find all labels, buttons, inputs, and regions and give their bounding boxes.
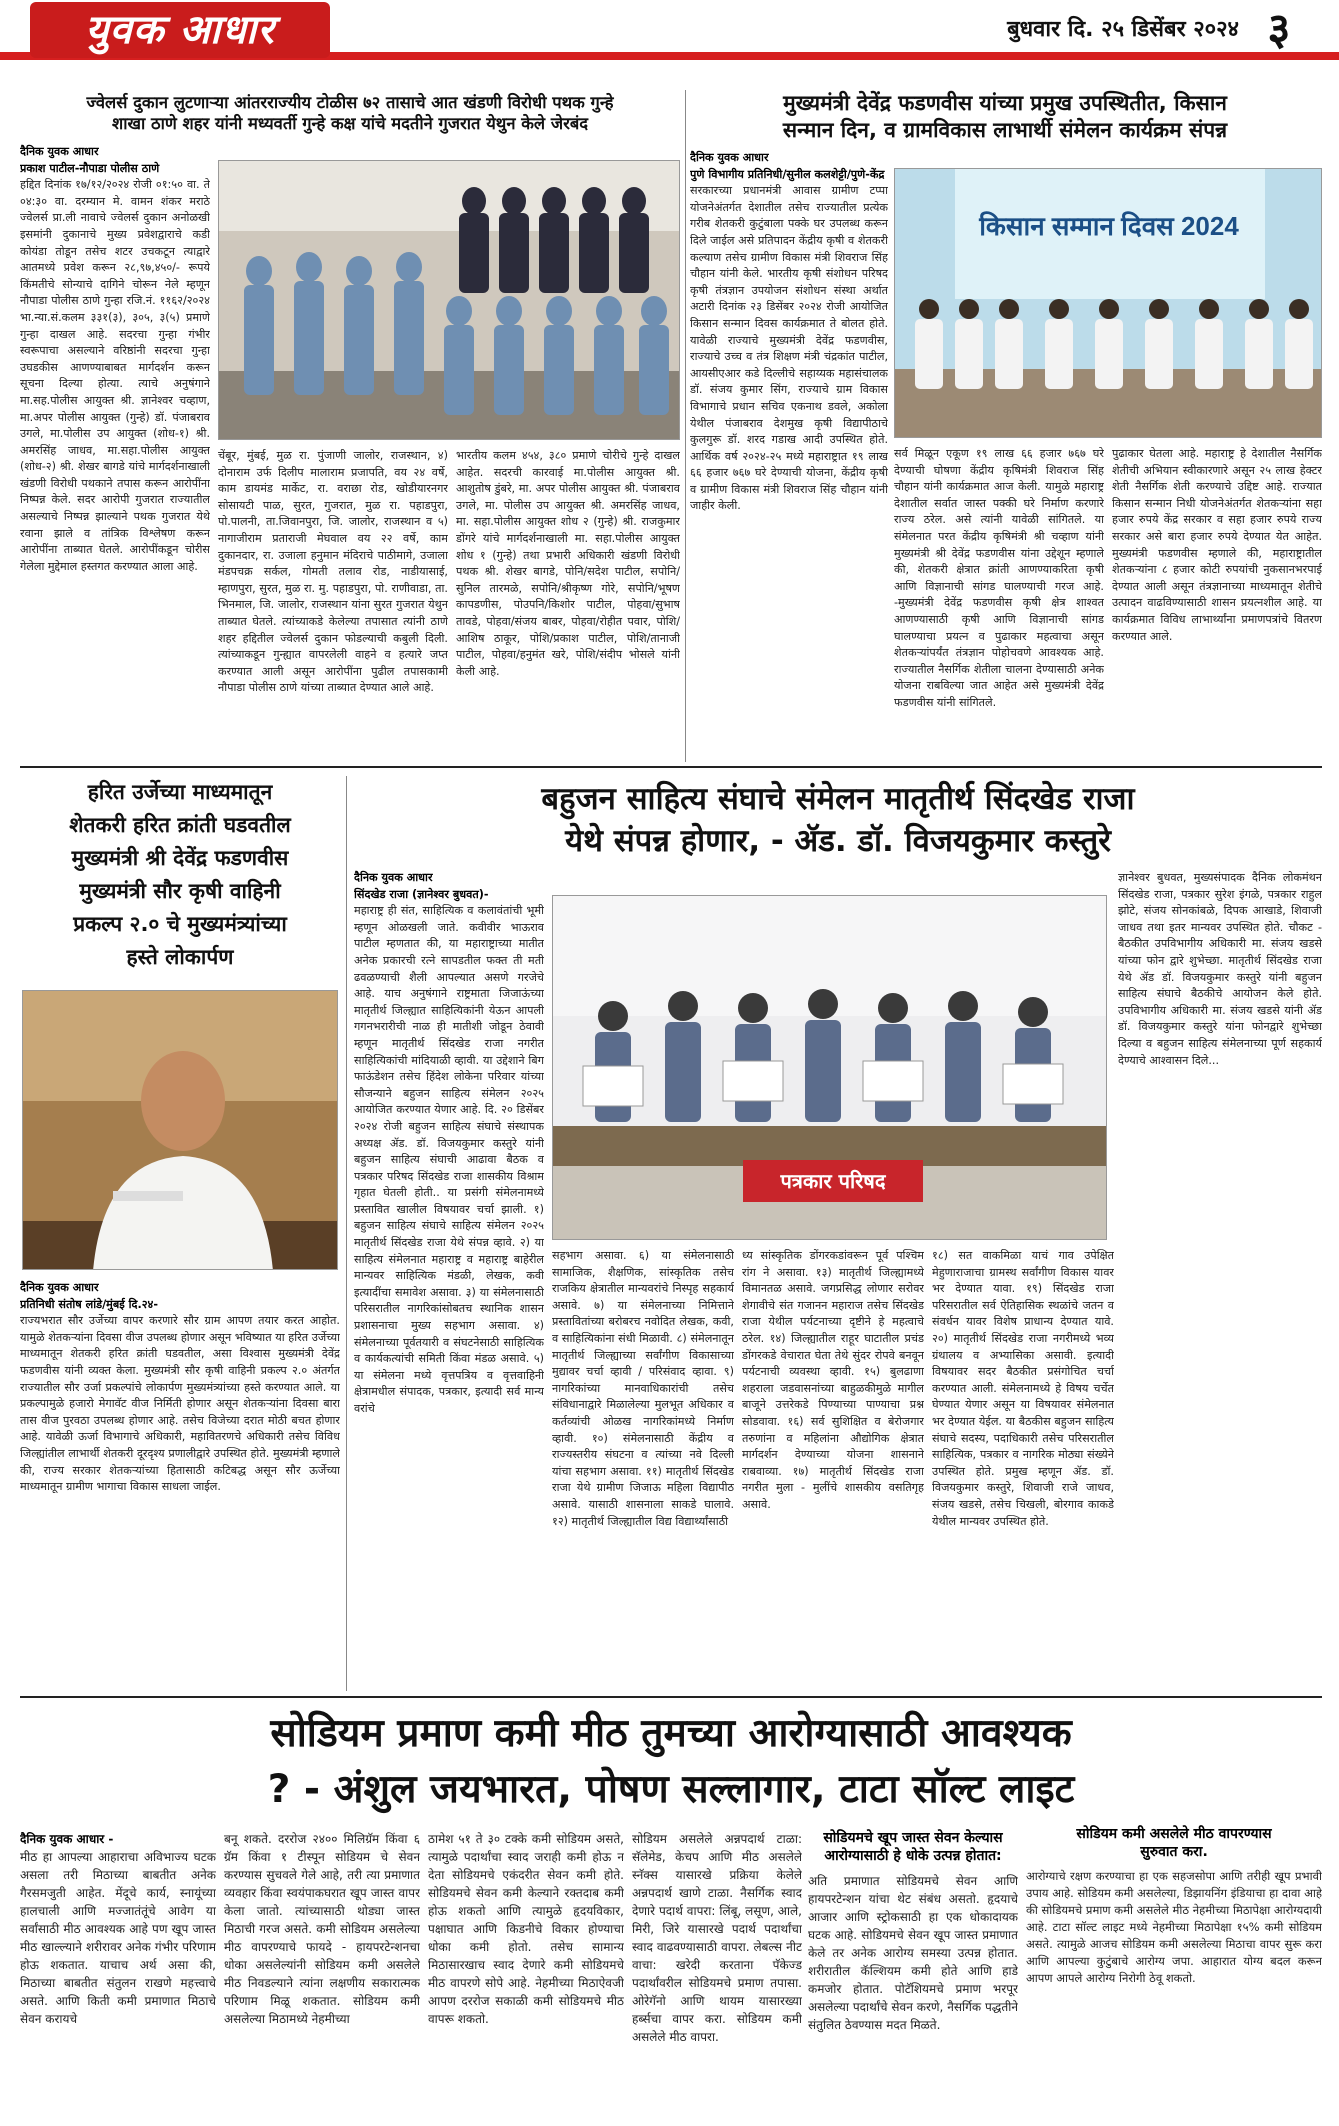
story3-headline: हरित उर्जेच्या माध्यमातून शेतकरी हरित क्रांती घडवतील मुख्यमंत्री श्री देवेंद्र फडणवीस मुख्यमंत्री सौर कृषी वाहिनी प्रकल्प २.० चे मुख्यमंत्र्यांच्या हस्ते लोकार्पण — [69, 780, 291, 969]
story1-headline: ज्वेलर्स दुकान लुटणाऱ्या आंतरराज्यीय टोळीस ७२ तासाचे आत खंडणी विरोधी पथक गुन्हे शाखा ठाणे शहर यांनी मध्यवर्ती गुन्हे कक्ष यांचे मदतीने गुजरात येथुन केले जेरबंद — [86, 93, 614, 134]
newspaper-logo: युवक आधार — [30, 2, 330, 58]
story1-col2: चेंबूर, मुंबई, मुळ रा. पुंजाणी जालोर, राजस्थान, ४) दोनाराम उर्फ दिलीप मालाराम प्रजापति, वय २४ वर्षे, काम डायमंड मार्केट, रा. वराछा रोड, खोडीयारनगर सोसायटी पाळ, सुरत, गुजरात, मुळ रा. पहाडपुरा, पो.पालनी, ता.जिवानपुरा, जि. जालोर, राजस्थान व ५) नागाजीराम प्रताराजी मेघवाल वय २२ वर्षे, काम दुकानदार, रा. उजाला हनुमान मंदिराचे पाठीमागे, उजाला मंडपचक्र सर्कल, गोमती तलाव रोड, नाडीयासाई, म्हाणपुरा, सुरत, मुळ रा. मु. पहाडपुरा, पो. राणीवाडा, ता. भिनमाल, जि. जालोर, राजस्थान यांना सुरत गुजरात येथुन ताब्यात घेतले. त्यांच्याकडे केलेल्या तपासात त्यांनी ठाणे शहर हद्दितील ज्वेलर्स दुकान फोडल्याची कबुली दिली. त्यांच्याकडून गुन्ह्यात वापरलेली वाहने व हत्यारे जप्त करण्यात आली असून आरोपींना पुढील तपासकामी नौपाडा पोलीस ठाणे यांच्या ताब्यात देण्यात आले आहे. — [218, 449, 448, 695]
story4-headline: बहुजन साहित्य संघाचे संमेलन मातृतीर्थ सिंदखेड राजा येथे संपन्न होणार, - ॲड. डॉ. विजयकुमार कस्तुरे — [541, 781, 1135, 859]
column-divider — [685, 90, 686, 762]
story5-col2: बनू शकते. दररोज २४०० मिलिग्रॅम किंवा ६ ग्रॅम किंवा १ टीस्पून सोडियम चे सेवन करण्यास सुचवले गेले आहे, तरी त्या प्रमाणात व्यवहार किंवा स्वयंपाकघरात खूप जास्त वापर केला जातो. त्यांच्यासाठी थोड्या जास्त मिठाची गरज असते. कमी सोडियम असलेल्या मीठ वापरण्याचे फायदे - हायपरटेन्शनचा धोका असलेल्यांनी सोडियम कमी असलेले मीठ निवडल्याने त्यांना लक्षणीय सकारात्मक परिणाम मिळू शकतात. सोडियम कमी असलेल्या मिठामध्ये नेहमीच्या — [224, 1832, 420, 2026]
story4-col5: ज्ञानेश्वर बुधवत, मुख्यसंपादक दैनिक लोकमंथन सिंदखेड राजा, पत्रकार सुरेश इंगळे, पत्रकार राहुल झोटे, संजय सोनकांबळे, दिपक आखाडे, शिवाजी जाधव तथा इतर मान्यवर उपस्थित होते. चौकट - बैठकीत उपविभागीय अधिकारी मा. संजय खडसे यांच्या फोन द्वारे शुभेच्छा. मातृतीर्थ सिंदखेड राजा येथे ॲड डॉ. विजयकुमार कस्तुरे यांनी बहुजन साहित्य संघाचे बैठकीचे आयोजन केले होते. उपविभागीय अधिकारी मा. संजय खडसे यांनी ॲड डॉ. विजयकुमार कस्तुरे यांना फोनद्वारे शुभेच्छा दिल्या व बहुजन साहित्य संमेलनाच्या पूर्ण सहकार्य देण्याचे आश्वासन दिले... — [1118, 871, 1322, 1067]
story4-col4: १८) सत वाकमिळा याचं गाव उपेक्षित मेहुणाराजाचा ग्रामस्थ सर्वांगीण विकास यावर भर देण्यात यावा. १९) सिंदखेड राजा परिसरातील सर्व ऐतिहासिक स्थळांचे जतन व संवर्धन यावर विशेष प्राधान्य देण्यात यावे. २०) मातृतीर्थ सिंदखेड राजा नगरीमध्ये भव्य ग्रंथालय व अभ्यासिका असावी. इत्यादी विषयावर सदर बैठकीत प्रसंगोचित चर्चा करण्यात आली. संमेलनामध्ये हे विषय चर्चेत घेण्यात येणार असून या विषयावर संमेलनात भर देण्यात येईल. या बैठकीस बहुजन साहित्य संघाचे सदस्य, पदाधिकारी तसेच परिसरातील साहित्यिक, पत्रकार व नागरिक मोठ्या संख्येने उपस्थित होते. प्रमुख म्हणून ॲड. डॉ. विजयकुमार कस्तुरे, शिवाजी राजे जाधव, संजय खडसे, तसेच चिखली, बोरगाव काकडे येथील मान्यवर उपस्थित होते. — [932, 1249, 1114, 1528]
column-divider — [346, 776, 347, 1691]
section-rule-2 — [20, 1696, 1322, 1698]
story1-col3: भारतीय कलम ४५४, ३८० प्रमाणे चोरीचे गुन्हे दाखल आहेत. सदरची कारवाई मा.पोलीस आयुक्त श्री. आशुतोष डुंबरे, मा. अपर पोलीस आयुक्त श्री. पंजाबराव उगले, मा. पोलीस उप आयुक्त श्री. अमरसिंह जाधव, मा. सहा.पोलीस आयुक्त शोध २ (गुन्हे) श्री. राजकुमार डोंगरे यांचे मार्गदर्शनाखाली मा. सहा.पोलीस आयुक्त शोध १ (गुन्हे) तथा प्रभारी अधिकारी खंडणी विरोधी पथक श्री. शेखर बागडे, पोनि/सदेश पाटील, सपोनि/सुनिल तारमळे, सपोनि/श्रीकृष्ण गोरे, सपोनि/भूषण कापडणीस, पोउपनि/किशोर पाटील, पोहवा/सुभाष तावडे, पोहवा/संजय बाबर, पोहवा/रोहीत पवार, पोशि/आशिष ठाकूर, पोशि/प्रकाश पाटील, पोशि/तानाजी पाटील, पोहवा/हनुमंत खरे, पोशि/संदीप भोसले यांनी केली आहे. — [456, 449, 680, 678]
story5-box2-title: सोडियम कमी असलेले मीठ वापरण्यास सुरुवात करा. — [1076, 1826, 1272, 1860]
issue-date: बुधवार दि. २५ डिसेंबर २०२४ — [1007, 17, 1239, 42]
story2-col1: दैनिक युवक आधार पुणे विभागीय प्रतिनिधी/सुनील कलशेट्टी/पुणे-केंद्र सरकारच्या प्रधानमंत्री आवास ग्रामीण टप्पा योजनेअंतर्गत देशातील तसेच राज्यातील प्रत्येक गरीब शेतकरी कुटुंबाला पक्के घर उपलब्ध करून दिले जाईल असे प्रतिपादन केंद्रीय कृषी व शेतकरी कल्याण तसेच ग्रामीण विकास मंत्री शिवराज सिंह चौहान यांनी केले. भारतीय कृषी संशोधन परिषद कृषी तंत्रज्ञान उपयोजन संशोधन संस्था अर्थात अटारी दिनांक २३ डिसेंबर २०२४ रोजी आयोजित किसान सन्मान दिवस कार्यक्रमात ते बोलत होते. यावेळी राज्याचे मुख्यमंत्री देवेंद्र फडणवीस, राज्याचे उच्च व तंत्र शिक्षण मंत्री चंद्रकांत पाटील, आयसीएआर कडे दिल्लीचे सहाय्यक महासंचालक डॉ. संजय कुमार सिंग, राज्याचे ग्राम विकास विभागाचे प्रधान सचिव एकनाथ डवले, अकोला येथील पंजाबराव देशमुख कृषी विद्यापीठाचे कुलगुरू डॉ. शरद गडाख आदी उपस्थित होते. आर्थिक वर्ष २०२४-२५ मध्ये महाराष्ट्रात १९ लाख ६६ हजार ७६७ घरे देण्याची योजना, केंद्रीय कृषी व ग्रामीण विकास मंत्री शिवराज सिंह चौहान यांनी जाहीर केली. — [690, 151, 888, 513]
story5-box1-body: अति प्रमाणात सोडियमचे सेवन आणि हायपरटेन्शन यांचा थेट संबंध असतो. हृदयाचे आजार आणि स्ट्रोकसाठी हा एक धोकादायक घटक आहे. सोडियमचे सेवन खूप जास्त प्रमाणात केले तर अनेक आरोग्य समस्या उत्पन्न होतात. शरीरातील कॅल्शियम कमी होते आणि हाडे कमजोर होतात. पोटॅशियमचे प्रमाण भरपूर असलेल्या पदार्थांचे सेवन करणे, नैसर्गिक पद्धतीने संतुलित ठेवण्यास मदत मिळते. — [808, 1874, 1018, 2032]
story2-headline: मुख्यमंत्री देवेंद्र फडणवीस यांच्या प्रमुख उपस्थितीत, किसान सन्मान दिन, व ग्रामविकास लाभार्थी संमेलन कार्यक्रम संपन्न — [782, 91, 1228, 143]
story5-box1-title: सोडियमचे खूप जास्त सेवन केल्यास आरोग्यासाठी हे धोके उत्पन्न होतात: — [823, 1830, 1003, 1864]
story4-col1: दैनिक युवक आधार सिंदखेड राजा (ज्ञानेश्वर बुधवत)- महाराष्ट्र ही संत, साहित्यिक व कलावंतांची भूमी म्हणून ओळखली जाते. कवीवीर भाऊराव पाटील म्हणतात की, या महाराष्ट्राच्या मातीत अनेक प्रकारची रत्ने सापडतील फक्त ती मती ढवळण्याची शैली आपल्यात असणे गरजेचे आहे. याच अनुषंगाने राष्ट्रमाता जिजाऊंच्या मातृतीर्थ जिल्ह्यात साहित्यिकांनी येऊन आपली गगनभरारीची नाळ ही मातीशी जोडून ठेवावी म्हणून मातृतीर्थ सिंदखेड राजा नगरीत साहित्यिकांची मांदियाळी व्हावी. या उद्देशाने बिग फाऊंडेशन तसेच हिंदेश लोकेना परिवार यांच्या सौजन्याने बहुजन साहित्य संमेलन २०२५ आयोजित करण्यात येणार आहे. दि. २० डिसेंबर २०२४ रोजी बहुजन साहित्य संघाचे संस्थापक अध्यक्ष ॲड. डॉ. विजयकुमार कस्तुरे यांनी बहुजन साहित्य संघाची आढावा बैठक व पत्रकार परिषद सिंदखेड राजा शासकीय विश्राम गृहात घेतली होती.. या प्रसंगी संमेलनामध्ये प्रस्तावित खालील विषयावर चर्चा झाली. १) बहुजन साहित्य संघाचे साहित्य संमेलन २०२५ मातृतीर्थ सिंदखेड राजा येथे संपन्न व्हावे. २) या साहित्य संमेलनात महाराष्ट्र व महाराष्ट्र बाहेरील मान्यवर साहित्यिक मंडळी, लेखक, कवी इत्यादींचा समावेश असावा. ३) या संमेलनासाठी परिसरातील नागरिकांसोबतच स्थानिक शासन प्रशासनाचा मुख्य सहभाग असावा. ४) संमेलनाच्या पूर्वतयारी व संघटनेसाठी साहित्यिक व कार्यकत्यांची समिती किंवा मंडळ असावे. ५) या संमेलना मध्ये वृत्तपत्रिय व वृत्तवाहिनी क्षेत्रामधील संपादक, पत्रकार, इत्यादी सर्व मान्य वरांचे — [354, 871, 544, 1415]
story2-col2: सर्व मिळून एकूण १९ लाख ६६ हजार ७६७ घरे देण्याची घोषणा केंद्रीय कृषिमंत्री शिवराज सिंह चौहान यांनी कार्यक्रमात आज केली. यामुळे महाराष्ट्र देशातील सर्वात जास्त पक्की घरे निर्माण करणारे राज्य ठरेल. असे त्यांनी यावेळी सांगितले. या संमेलनात परत केंद्रीय कृषिमंत्री श्री चव्हाण यांनी मुख्यमंत्री श्री देवेंद्र फडणवीस यांना उद्देशून म्हणाले की, शेतकरी क्षेत्रात क्रांती आणण्याकरिता कृषी आणि विज्ञानाची सांगड घालण्याची गरज आहे. -मुख्यमंत्री देवेंद्र फडणवीस कृषी क्षेत्र शाश्वत आणण्यासाठी कृषी आणि विज्ञानाची सांगड घालण्याचा प्रयत्न व पुढाकार महत्वाचा असून शेतकऱ्यांपर्यंत तंत्रज्ञान पोहोचवणे आवश्यक आहे. राज्यातील नैसर्गिक शेतीला चालना देण्यासाठी अनेक योजना राबविल्या जात आहेत असे मुख्यमंत्री देवेंद्र फडणवीस यांनी सांगितले. — [894, 447, 1104, 709]
section-rule-1 — [20, 766, 1322, 768]
story5-col3: ठामेश ५१ ते ३० टक्के कमी सोडियम असते, त्यामुळे पदार्थांचा स्वाद जराही कमी होऊ न देता सोडियमचे एकंदरीत सेवन कमी होते. सोडियमचे सेवन कमी केल्याने रक्तदाब कमी होऊ शकतो आणि त्यामुळे हृदयविकार, पक्षाघात आणि किडनीचे विकार होण्याचा धोका कमी होतो. तसेच सामान्य मिठासारखाच स्वाद देणारे कमी सोडियमचे मीठ वापरणे सोपे आहे. नेहमीच्या मिठाऐवजी आपण दररोज सकाळी कमी सोडियमचे मीठ वापरू शकतो. — [428, 1832, 624, 2026]
story1-col1: दैनिक युवक आधार प्रकाश पाटील-नौपाडा पोलीस ठाणे हद्दित दिनांक १७/१२/२०२४ रोजी ०१:५० वा. ते ०४:३० वा. दरम्यान मे. वामन शंकर मराठे ज्वेलर्स प्रा.ली नावाचे ज्वेलर्स दुकान अनोळखी इसमांनी दुकानाचे मुख्य प्रवेशद्वाराचे कडी कोयंडा तोडून तसेच शटर उचकटून त्याद्वारे आतमध्ये प्रवेश करून २८,९७,४५०/- रूपये किंमतीचे सोन्याचे दागिने चोरून नेले म्हणून नौपाडा पोलीस ठाणे गुन्हा रजि.नं. ११६२/२०२४ भा.न्या.सं.कलम ३३१(३), ३०५, ३(५) प्रमाणे गुन्हा दाखल आहे. सदरचा गुन्हा गंभीर स्वरूपाचा असल्याने वरिष्ठांनी सदरचा गुन्हा उघडकीस आणण्याबाबत मार्गदर्शन करून सूचना दिल्या होत्या. त्याचे अनुषंगाने मा.सह.पोलीस आयुक्त श्री. ज्ञानेश्वर चव्हाण, मा.अपर पोलीस आयुक्त (गुन्हे) डॉ. पंजाबराव उगले, मा.पोलीस उप आयुक्त (शोध-१) श्री. अमरसिंह जाधव, मा.सहा.पोलीस आयुक्त (शोध-२) श्री. शेखर बागडे यांचे मार्गदर्शनाखाली खंडणी विरोधी पथकाने तपास करून आरोपींना निष्पन्न केले. सदर आरोपी गुजरात राज्यातील असल्याचे निष्पन्न झाल्याने पथक गुजरात येथे रवाना झाले व तांत्रिक विश्लेषण करून आरोपींना ताब्यात घेतले. आरोपींकडून चोरीस गेलेला मुद्देमाल हस्तगत करण्यात आला आहे. — [20, 145, 210, 573]
story5-box2-body: आरोग्याचे रक्षण करण्याचा हा एक सहजसोपा आणि तरीही खूप प्रभावी उपाय आहे. सोडियम कमी असलेल्या, डिझायनिंग इंडियाचा हा दावा आहे की सोडियमचे प्रमाण कमी असलेले मीठ नेहमीच्या मिठापेक्षा आरोग्यदायी आहे. टाटा सॉल्ट लाइट मध्ये नेहमीच्या मिठापेक्षा १५% कमी सोडियम असते. त्यामुळे आजच सोडियम कमी असलेल्या मिठाचा वापर सुरू करा आणि आपल्या कुटुंबाचे आरोग्य जपा. आहारात योग्य बदल करून आपण आपले आरोग्य निरोगी ठेवू शकतो. — [1026, 1869, 1322, 1985]
police-team-photo — [219, 161, 680, 440]
story3-body: दैनिक युवक आधार प्रतिनिधी संतोष लांडे/मुंबई दि.२४- राज्यभरात सौर उर्जेच्या वापर करणारे सौर ग्राम आपण तयार करत आहोत. यामुळे शेतकऱ्यांना दिवसा वीज उपलब्ध होणार असून भविष्यात या हरित उर्जेच्या माध्यमातून शेतकरी हरित क्रांती घडवतील, असा विश्वास मुख्यमंत्री देवेंद्र फडणवीस यांनी व्यक्त केला. मुख्यमंत्री सौर कृषी वाहिनी प्रकल्प २.० अंतर्गत राज्यातील सौर उर्जा प्रकल्पांचे लोकार्पण मुख्यमंत्र्यांच्या हस्ते करण्यात आले. या प्रकल्पामुळे हजारो मेगावॅट वीज निर्मिती होणार असून शेतकऱ्यांना दिवसा बारा तास वीज पुरवठा उपलब्ध होणार आहे. तसेच विजेच्या दरात मोठी बचत होणार आहे. यावेळी ऊर्जा विभागाचे अधिकारी, महावितरणचे अधिकारी तसेच विविध जिल्ह्यांतील लाभार्थी शेतकरी दूरदृश्य प्रणालीद्वारे उपस्थित होते. मुख्यमंत्री म्हणाले की, राज्य सरकार शेतकऱ्यांच्या हितासाठी कटिबद्ध असून सौर ऊर्जेच्या माध्यमातून ग्रामीण भागाचा विकास साधला जाईल. — [20, 1281, 340, 1494]
story5-headline: सोडियम प्रमाण कमी मीठ तुमच्या आरोग्यासाठी आवश्यक ? - अंशुल जयभारत, पोषण सल्लागार, टाटा सॉल्ट लाइट — [267, 1711, 1075, 1812]
story5-col4: सोडियम असलेले अन्नपदार्थ टाळा: सॅलेमेड, केचप आणि मीठ असलेले स्नॅक्स यासारखे प्रक्रिया केलेले अन्नपदार्थ खाणे टाळा. नैसर्गिक स्वाद देणारे पदार्थ वापरा: लिंबू, लसूण, आले, मिरी, जिरे यासारखे पदार्थ पदार्थांचा स्वाद वाढवण्यासाठी वापरा. लेबल्स नीट वाचा: खरेदी करताना पॅकेज्ड पदार्थांवरील सोडियमचे प्रमाण तपासा. ओरेगॅनो आणि थायम यासारख्या हर्ब्सचा वापर करा. सोडियम कमी असलेले मीठ वापरा. — [632, 1832, 802, 2044]
story1-photo — [218, 160, 680, 440]
story5-col1: दैनिक युवक आधार - मीठ हा आपल्या आहाराचा अविभाज्य घटक असला तरी मिठाच्या बाबतीत अनेक गैरसमजुती आहेत. मेंदूचे कार्य, स्नायूंच्या हालचाली आणि मज्जातंतूंचे आवेग या सर्वांसाठी मीठ आवश्यक आहे पण खूप जास्त मीठ खाल्ल्याने शरीरावर अनेक गंभीर परिणाम होऊ शकतात. याचाच अर्थ असा की, मिठाच्या बाबतीत संतुलन राखणे महत्त्वाचे असते. आणि किती कमी प्रमाणात मिठाचे सेवन करायचे — [20, 1832, 216, 2026]
masthead — [0, 0, 1339, 80]
kisan-banner-text: किसान सम्मान दिवस 2024 — [979, 211, 1239, 241]
story4-col3: ध्य सांस्कृतिक डोंगरकडांवरून पूर्व पश्चिम रांग ने असावा. १३) मातृतीर्थ जिल्ह्यामध्ये विमानतळ असावे. जगप्रसिद्ध लोणार सरोवर शेगावीचे संत गजानन महाराज तसेच सिंदखेड राजा येथील पर्यटनाच्या दृष्टीने हे महत्वाचे ठरेल. १४) जिल्ह्यातील राहूर घाटातील प्रचंड डोंगरकडे वेचारात घेता तेथे सुंदर रोपवे बनवून पर्यटनाची व्यवस्था व्हावी. १५) बुलढाणा शहराला जडवासनांच्या बाहुळकीमुळे मागील बाजूने उत्तरेकडे पिण्याच्या पाण्याचा प्रश्न सोडवावा. १६) सर्व सुशिक्षित व बेरोजगार तरुणांना व महिलांना औद्योगिक क्षेत्रात मार्गदर्शन देण्याच्या योजना शासनाने राबवाव्या. १७) मातृतीर्थ सिंदखेड राजा नगरीत मुला - मुलींचे शासकीय वसतिगृह असावे. — [742, 1249, 924, 1511]
story2-photo — [894, 168, 1322, 438]
cm-portrait-photo — [23, 991, 338, 1270]
page-number: ३ — [1267, 4, 1291, 55]
press-banner-text: पत्रकार परिषद — [780, 1169, 886, 1193]
story4-photo — [552, 895, 1107, 1240]
story4-col2: सहभाग असावा. ६) या संमेलनासाठी सामाजिक, शैक्षणिक, सांस्कृतिक तसेच राजकिय क्षेत्रातील मान्यवरांचे निस्पृह सहकार्य असावे. ७) या संमेलनाच्या निमित्ताने प्रस्तावितांच्या बरोबरच नवोदित लेखक, कवी, व साहित्यिकांना संधी मिळावी. ८) संमेलनातून मातृतीर्थ जिल्ह्याच्या सर्वांगीण विकासाच्या मुद्यावर चर्चा व्हावी / परिसंवाद व्हावा. ९) नागरिकांच्या मानवाधिकारांची तसेच संविधानाद्वारे मिळालेल्या मुलभूत अधिकार व कर्तव्यांची ओळख नागरिकांमध्ये निर्माण व्हावी. १०) संमेलनासाठी केंद्रीय व राज्यस्तरीय संघटना व त्यांच्या नवे दिल्ली यांचा सहभाग असावा. ११) मातृतीर्थ सिंदखेड राजा येथे ग्रामीण जिजाऊ महिला विद्यापीठ असावे. यासाठी शासनाला साकडे घालावे. १२) मातृतीर्थ जिल्ह्यातील विद्य विद्यार्थ्यांसाठी — [552, 1249, 734, 1528]
story3-photo — [22, 990, 338, 1270]
story2-col3: पुढाकार घेतला आहे. महाराष्ट्र हे देशातील नैसर्गिक शेतीची अभियान स्वीकारणारे असून २५ लाख हेक्टर शेती नैसर्गिक शेती करण्याचे उद्दिष्ट आहे. राज्यात किसान सन्मान निधी योजनेअंतर्गत शेतकऱ्यांना सहा हजार रुपये केंद्र सरकार व सहा हजार रुपये राज्य सरकार असे बारा हजार रुपये देण्यात येत आहेत. मुख्यमंत्री फडणवीस म्हणाले की, महाराष्ट्रातील शेतकऱ्यांना ८ हजार कोटी रुपयांची नुकसानभरपाई देण्यात आली असून तंत्रज्ञानाच्या माध्यमातून शेतीचे उत्पादन वाढविण्यासाठी शासन प्रयत्नशील आहे. या कार्यक्रमात विविध लाभार्थ्यांना प्रमाणपत्रांचे वितरण करण्यात आले. — [1112, 447, 1322, 643]
